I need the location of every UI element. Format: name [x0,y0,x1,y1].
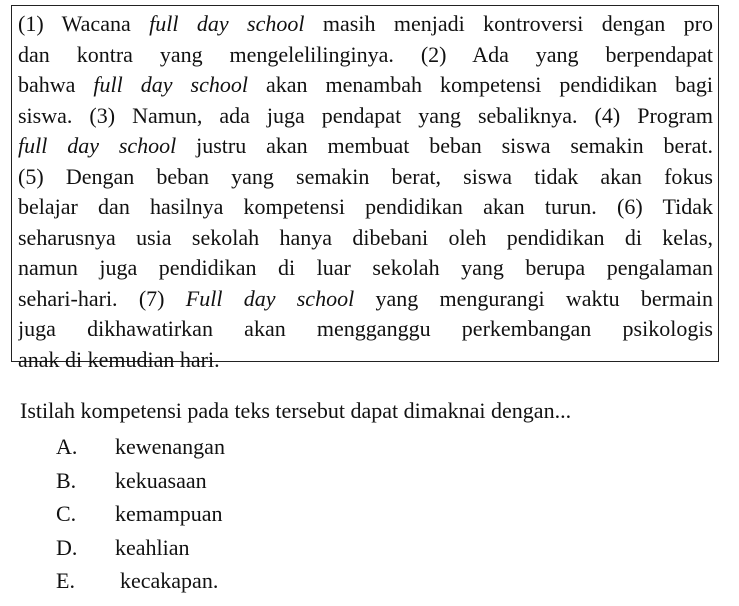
passage-text: belajar dan hasilnya kompetensi pendidikan akan turun. (6) Tidak [18,194,713,219]
option-text: kewenangan [115,434,225,459]
passage-line-10 [18,284,713,315]
passage-text: juga dikhawatirkan akan mengganggu perkembangan psikologis [18,316,713,341]
passage-line-11 [18,314,713,345]
option-letter: D. [56,534,78,560]
option-text: keahlian [115,534,190,560]
italic-term: full day school [93,72,248,97]
option-letter: B. [56,467,77,493]
italic-term: full day school [18,133,177,158]
passage-text: akan menambah kompetensi pendidikan bagi [247,72,713,97]
reading-passage [11,5,719,372]
passage-line-4 [18,101,713,132]
option-text: kemampuan [115,501,223,526]
passage-text: masih menjadi kontroversi dengan pro [304,11,713,36]
question-text: Istilah kompetensi pada teks tersebut dapat dimaknai dengan... [20,398,572,423]
passage-line-7 [18,192,713,223]
passage-line-8 [18,223,713,254]
option-letter: A. [56,434,78,459]
passage-text: bahwa [18,72,94,97]
passage-text: justru akan membuat beban siswa semakin berat. [176,133,713,158]
passage-line-2 [18,40,713,71]
option-a[interactable] [56,430,225,464]
passage-text: yang mengurangi waktu bermain [354,285,713,311]
answer-options [56,430,225,598]
option-d[interactable] [56,531,225,565]
option-text: kekuasaan [115,467,207,493]
passage-line-5 [18,131,713,162]
passage-text: (5) Dengan beban yang semakin berat, siswa tidak akan fokus [18,163,713,189]
passage-text: anak di kemudian hari. [18,346,220,372]
passage-line-6 [18,162,713,193]
option-letter: E. [56,568,75,593]
option-c[interactable] [56,497,225,531]
passage-text: namun juga pendidikan di luar sekolah yang berupa pengalaman [18,255,713,280]
passage-line-9 [18,253,713,284]
italic-term: Full day school [185,285,355,311]
passage-text: sehari-hari. (7) [18,285,186,311]
passage-text: (1) Wacana [18,11,150,36]
passage-line-12 [18,345,713,376]
option-text: kecakapan. [120,568,219,593]
option-e[interactable] [56,564,225,598]
passage-line-3 [18,70,713,101]
passage-text: seharusnya usia sekolah hanya dibebani oleh pendidikan di kelas, [18,224,713,250]
passage-line-1 [18,9,713,40]
passage-text: siswa. (3) Namun, ada juga pendapat yang sebaliknya. (4) Program [18,102,713,128]
option-b[interactable] [56,464,225,498]
italic-term: full day school [149,11,305,36]
passage-text: dan kontra yang mengelelilinginya. (2) Ada yang berpendapat [18,41,713,67]
option-letter: C. [56,501,77,526]
